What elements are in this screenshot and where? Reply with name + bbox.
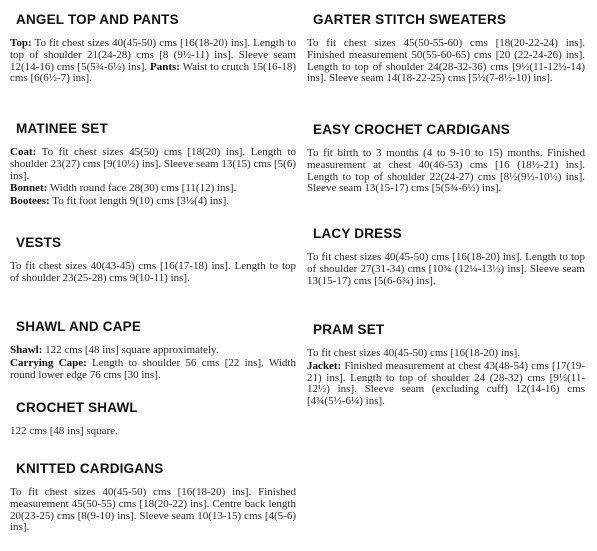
paragraph-text: To fit birth to 3 months (4 to 9-10 to 15) months. Finished measurement at chest 40(46-53) cms [16 (18½-21) ins]. Length to top of shoulder 22(24-27) cms [8½(9½-10½) ins]. Sleeve seam 13(15-17) cms [5(5¾-6½) ins]. xyxy=(307,147,585,195)
paragraph-text: 122 cms [48 ins] square approximately. xyxy=(42,344,219,356)
section-garter-stitch-sweaters xyxy=(307,12,585,85)
paragraph-text: Waist to crutch 15(16-18) cms [6(6½-7) ins]. xyxy=(10,60,296,85)
section-body xyxy=(10,345,296,381)
section-body xyxy=(10,487,296,534)
paragraph xyxy=(10,358,296,382)
paragraph-text: To fit chest sizes 40(45-50) cms [16(18-20) ins]. Length to top of shoulder 27(31-34) cms [10¾ (12¼-13½) ins]. Sleeve seam 13(15-17) cms [5(6-6¾) ins]. xyxy=(307,251,585,287)
section-body xyxy=(307,148,585,195)
paragraph xyxy=(307,252,585,287)
paragraph-text: To fit chest sizes 40(43-45) cms [16(17-18) ins]. Length to top of shoulder 23(25-28) cms 9(10-11) ins]. xyxy=(10,260,296,284)
paragraph xyxy=(10,261,296,285)
paragraph-text: To fit chest sizes 45(50-55-60) cms [18(20-22-24) ins]. Finished measurement 50(55-60-65) cms [20 (22-24-26) ins]. Length to top of shoulder 24(28-32-36) cms [9½(11-12½-14) ins]. Sleeve seam 14(18-22-25) cms [5½(7-8½-10) ins]. xyxy=(307,37,585,85)
section-crochet-shawl xyxy=(10,400,296,438)
paragraph-label: Coat: xyxy=(10,146,37,158)
paragraph-text: Width round face 28(30) cms [11(12) ins]. xyxy=(47,182,237,195)
section-body xyxy=(307,348,585,408)
section-title: CROCHET SHAWL xyxy=(16,400,138,415)
section-knitted-cardigans xyxy=(10,461,296,534)
section-body xyxy=(307,252,585,287)
paragraph xyxy=(10,196,296,208)
section-title: ANGEL TOP AND PANTS xyxy=(16,12,179,27)
paragraph-text: Length to shoulder 56 cms [22 ins]. Width round lower edge 76 cms [30 ins]. xyxy=(10,356,296,381)
paragraph-text: To fit chest sizes 40(45-50) cms [16(18-20) ins]. xyxy=(307,347,521,359)
paragraph-label: Carrying Cape: xyxy=(10,356,87,369)
section-angel-top-and-pants xyxy=(10,12,296,85)
paragraph-label: Shawl: xyxy=(10,344,43,356)
paragraph xyxy=(307,38,585,85)
paragraph-text: Finished measurement at chest 43(48-54) cms [17(19-21) ins]. Length to top of shoulder 24 (28-32) cms [9½(11-12½) ins]. Sleeve seam (excluding cuff) 12(14-16) cms [4¾(5½-6¼) ins]. xyxy=(307,359,585,408)
section-pram-set xyxy=(307,322,585,408)
section-body xyxy=(10,426,296,438)
section-title: GARTER STITCH SWEATERS xyxy=(313,12,507,27)
paragraph xyxy=(10,426,296,438)
section-body xyxy=(10,261,296,285)
paragraph-text: To fit foot length 9(10) cms [3½(4) ins]. xyxy=(49,195,229,208)
section-title: PRAM SET xyxy=(313,322,385,337)
paragraph-label: Jacket: xyxy=(307,359,342,372)
section-title: MATINEE SET xyxy=(16,121,108,136)
paragraph xyxy=(10,38,296,85)
paragraph-text: To fit chest sizes 40(45-50) cms [16(18-20) ins]. Length to top of shoulder 21(24-28) cms [8 (9½-11) ins]. Sleeve seam 12(14-16) cms [5(5¾-6½) ins]. xyxy=(10,37,296,73)
paragraph-label: Bonnet: xyxy=(10,182,48,195)
section-body xyxy=(307,38,585,85)
paragraph xyxy=(307,348,585,360)
section-matinee-set xyxy=(10,121,296,208)
section-shawl-and-cape xyxy=(10,319,296,381)
section-easy-crochet-cardigans xyxy=(307,122,585,195)
paragraph xyxy=(10,183,296,195)
paragraph-text: 122 cms [48 ins] square. xyxy=(10,425,118,437)
paragraph xyxy=(10,487,296,534)
paragraph xyxy=(307,148,585,195)
paragraph xyxy=(307,361,585,408)
section-title: KNITTED CARDIGANS xyxy=(16,461,164,476)
paragraph xyxy=(10,345,296,357)
section-title: LACY DRESS xyxy=(313,226,402,241)
paragraph-label: Pants: xyxy=(150,60,180,73)
paragraph xyxy=(10,147,296,182)
paragraph-text: To fit chest sizes 40(45-50) cms [16(18-20) ins]. Finished measurement 45(50-55) cms [18(20-22) ins]. Centre back length 20(23-25) cms [8(9-10) ins]. Sleeve seam 10(13-15) cms [4(5-6) ins]. xyxy=(10,486,296,534)
section-lacy-dress xyxy=(307,226,585,287)
section-title: SHAWL AND CAPE xyxy=(16,319,142,334)
section-title: VESTS xyxy=(16,235,62,250)
paragraph-text: To fit chest sizes 45(50) cms [18(20) ins]. Length to shoulder 23(27) cms [9(10½) ins]. Sleeve seam 13(15) cms [5(6) ins]. xyxy=(10,146,296,182)
section-body xyxy=(10,38,296,85)
paragraph-label: Top: xyxy=(10,37,32,49)
paragraph-label: Bootees: xyxy=(10,195,50,208)
section-title: EASY CROCHET CARDIGANS xyxy=(313,122,510,137)
section-body xyxy=(10,147,296,208)
section-vests xyxy=(10,235,296,285)
